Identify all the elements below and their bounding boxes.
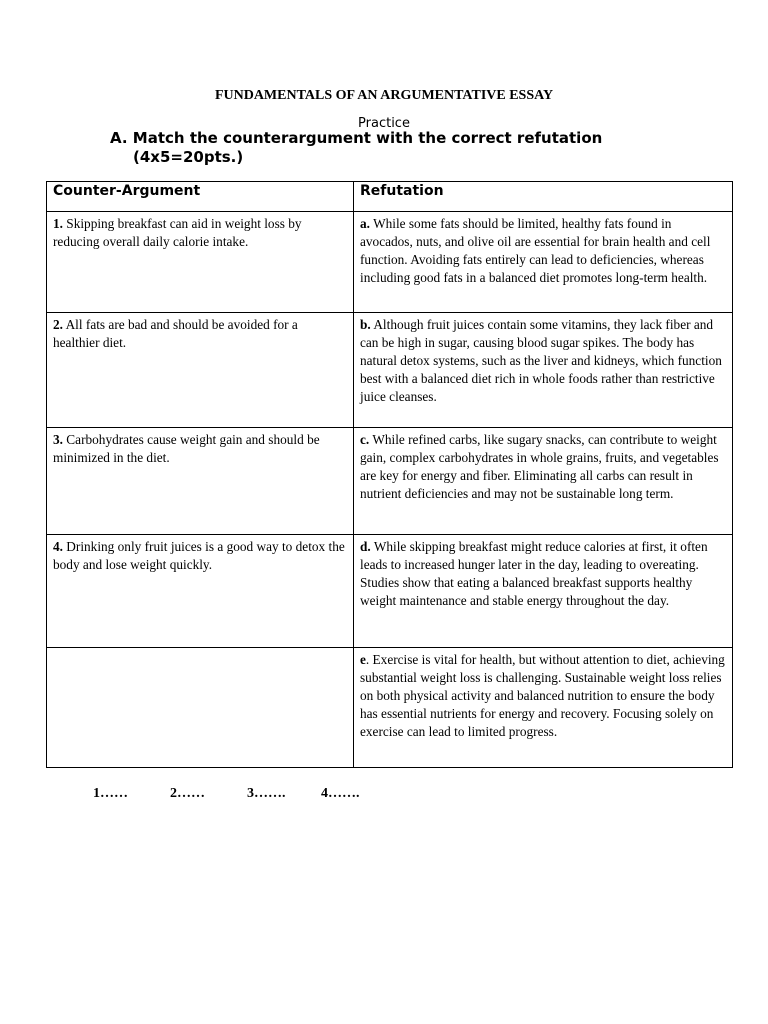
refutation-text: While skipping breakfast might reduce calories at first, it often leads to increased hunger later in the day, leading to overeating. Studies show that eating a balanced breakfast supports healthy weight maintenance and stable energy throughout the day. <box>360 539 708 608</box>
counter-argument-cell <box>47 313 354 428</box>
refutation-letter: c. <box>360 432 370 447</box>
refutation-text: While refined carbs, like sugary snacks, can contribute to weight gain, complex carbohydrates in whole grains, fruits, and vegetables are key for energy and fiber. Eliminating all carbs can result in nutrient deficiencies and may not be sustainable long term. <box>360 432 719 501</box>
refutation-text: . Exercise is vital for health, but without attention to diet, achieving substantial weight loss is challenging. Sustainable weight loss relies on both physical activity and balanced nutrition to ensure the body has essential nutrients for energy and recovery. Focusing solely on exercise can lead to limited progress. <box>360 652 725 739</box>
item-number: 3. <box>53 432 63 447</box>
table-row <box>47 313 733 428</box>
refutation-text: While some fats should be limited, healthy fats found in avocados, nuts, and olive oil are essential for brain health and cell function. Avoiding fats entirely can lead to deficiencies, whereas including good fats in a balanced diet promotes long-term health. <box>360 216 711 285</box>
counter-argument-text: Skipping breakfast can aid in weight loss by reducing overall daily calorie intake. <box>53 216 302 249</box>
refutation-cell <box>354 212 733 313</box>
column-header-counter-argument: Counter-Argument <box>47 182 354 212</box>
refutation-cell <box>354 648 733 768</box>
instruction-line-1: A. Match the counterargument with the correct refutation <box>110 129 603 147</box>
item-number: 2. <box>53 317 63 332</box>
refutation-letter: b. <box>360 317 371 332</box>
answer-blanks <box>93 786 360 802</box>
counter-argument-cell <box>47 212 354 313</box>
answer-blank-1[interactable]: 1…… <box>93 786 128 801</box>
table-row <box>47 535 733 648</box>
item-number: 4. <box>53 539 63 554</box>
item-number: 1. <box>53 216 63 231</box>
refutation-letter: d. <box>360 539 371 554</box>
table-row <box>47 212 733 313</box>
answer-blank-2[interactable]: 2…… <box>170 786 205 801</box>
table-row <box>47 648 733 768</box>
counter-argument-cell <box>47 535 354 648</box>
counter-argument-cell-empty <box>47 648 354 768</box>
table-row <box>47 428 733 535</box>
answer-blank-4[interactable]: 4……. <box>321 786 360 801</box>
counter-argument-cell <box>47 428 354 535</box>
refutation-text: Although fruit juices contain some vitamins, they lack fiber and can be high in sugar, causing blood sugar spikes. The body has natural detox systems, such as the liver and kidneys, which function best with a balanced diet rich in whole foods rather than restrictive juice cleanses. <box>360 317 722 404</box>
refutation-cell <box>354 535 733 648</box>
counter-argument-text: All fats are bad and should be avoided for a healthier diet. <box>53 317 298 350</box>
counter-argument-text: Drinking only fruit juices is a good way to detox the body and lose weight quickly. <box>53 539 345 572</box>
instruction-heading <box>110 129 710 167</box>
table-header-row <box>47 182 733 212</box>
counter-argument-text: Carbohydrates cause weight gain and should be minimized in the diet. <box>53 432 320 465</box>
refutation-cell <box>354 313 733 428</box>
document-subtitle: Practice <box>358 116 410 131</box>
column-header-refutation: Refutation <box>354 182 733 212</box>
matching-table <box>46 181 733 768</box>
answer-blank-3[interactable]: 3……. <box>247 786 286 801</box>
refutation-letter: e <box>360 652 366 667</box>
document-title: FUNDAMENTALS OF AN ARGUMENTATIVE ESSAY <box>214 88 554 103</box>
instruction-points: (4x5=20pts.) <box>133 148 244 166</box>
refutation-cell <box>354 428 733 535</box>
refutation-letter: a. <box>360 216 370 231</box>
